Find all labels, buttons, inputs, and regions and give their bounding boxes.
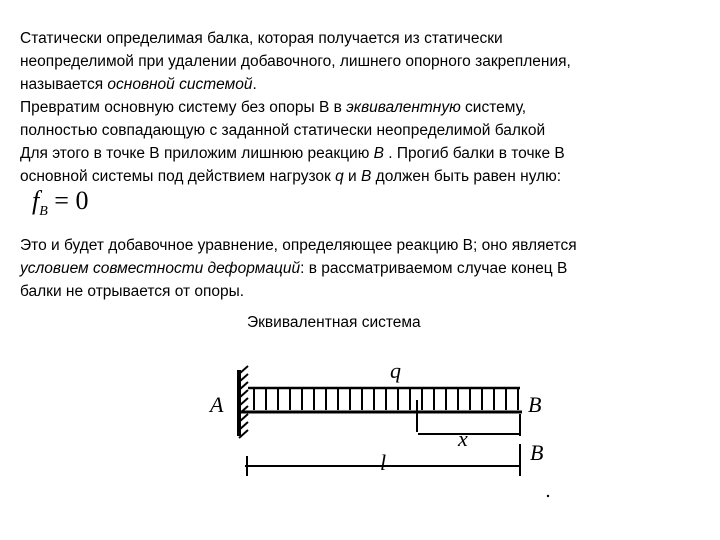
label-B-top: B (528, 392, 542, 417)
symbol-B: B (361, 168, 372, 185)
text-line: Статически определимая балка, которая получается из статически (20, 30, 503, 47)
text-run: должен быть равен нулю: (371, 168, 562, 185)
label-A: A (210, 392, 224, 417)
diagram-caption: Эквивалентная система (247, 314, 421, 331)
stray-dot (547, 495, 549, 497)
text-run: и (343, 168, 361, 185)
formula-subscript: B (39, 204, 48, 220)
symbol-q: q (335, 168, 344, 185)
text-line: балки не отрывается от опоры. (20, 283, 245, 300)
distributed-load-q (248, 388, 520, 410)
term-compatibility: условием совместности деформаций (20, 260, 301, 277)
text-run: Для этого в точке В приложим лишнюю реакцию (20, 145, 374, 162)
text-line: неопределимой при удалении добавочного, лишнего опорного закрепления, (20, 53, 571, 70)
formula-rest: = 0 (47, 186, 89, 215)
label-q: q (390, 358, 401, 383)
formula-f: f (32, 186, 40, 215)
text-run: : в рассматриваемом случае конец В (300, 260, 568, 277)
label-l: l (380, 450, 387, 475)
text-run: . (252, 76, 257, 93)
fixed-support-wall (239, 366, 248, 438)
text-run: называется (20, 76, 108, 93)
text-run: основной системы под действием нагрузок (20, 168, 336, 185)
text-run: . Прогиб балки в точке В (383, 145, 565, 162)
dimension-x (418, 414, 520, 436)
text-line: Это и будет добавочное уравнение, определяющее реакцию В; оно является (20, 237, 577, 254)
text-run: Превратим основную систему без опоры В в (20, 99, 347, 116)
symbol-B: B (373, 145, 384, 162)
label-x: x (458, 426, 468, 451)
text-line: полностью совпадающую с заданной статически неопределимой балкой (20, 122, 546, 139)
text-run: систему, (460, 99, 527, 116)
label-B-bottom: B (530, 440, 544, 465)
term-equivalent: эквивалентную (346, 99, 461, 116)
term-basic-system: основной системой (107, 76, 253, 93)
